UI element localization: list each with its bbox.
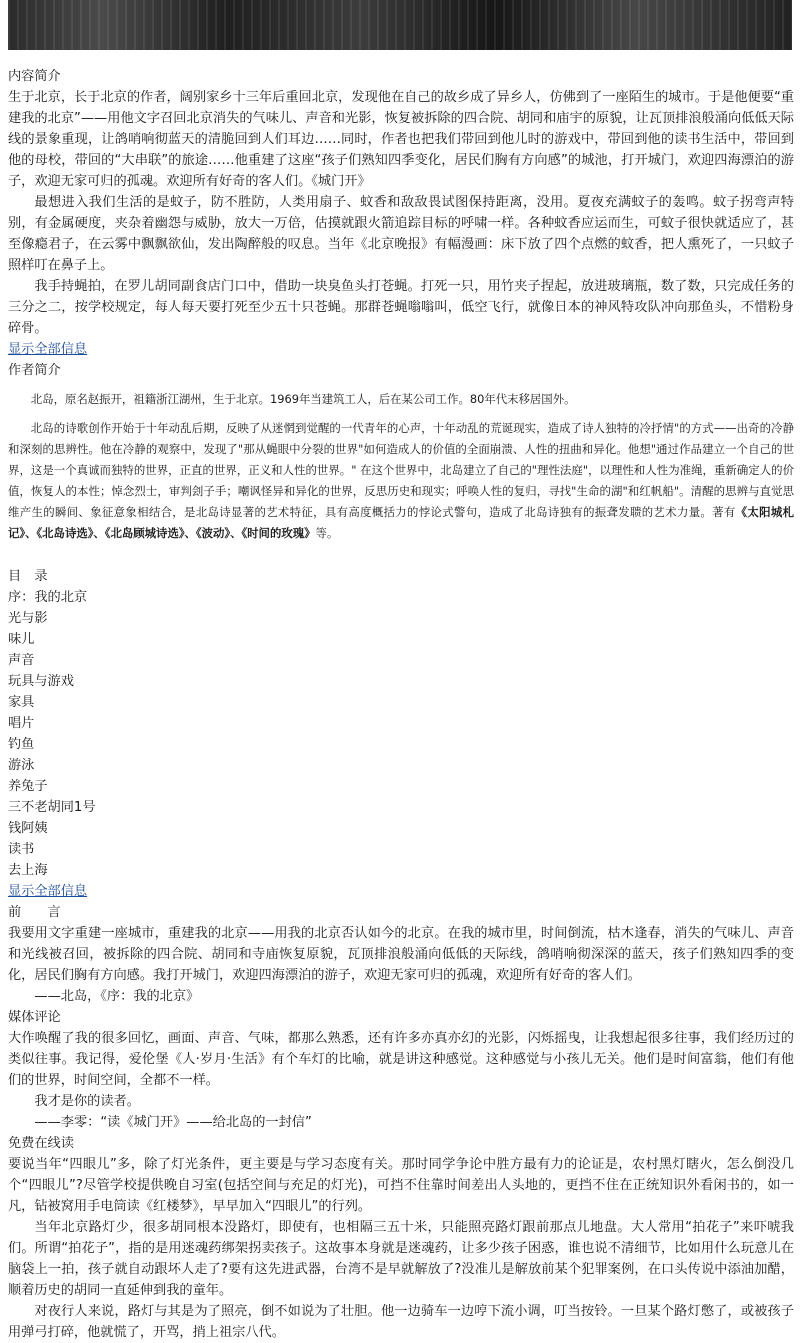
author-intro-paragraph	[8, 418, 794, 544]
toc-item: 去上海	[8, 863, 48, 878]
toc-item: 味儿	[8, 632, 35, 647]
author-bio-text: 北岛的诗歌创作开始于十年动乱后期，反映了从迷惘到觉醒的一代青年的心声，十年动乱的荒诞现实，造成了诗人独特的冷抒情"的方式——出奇的冷静和深刻的思辨性。他在冷静的观察中，发现了"那从蝇眼中分裂的世界"如何造成人的价值的全面崩溃、人性的扭曲和异化。他想"通过作品建立一个自己的世界，这是一个真诚而独特的世界，正直的世界，正义和人性的世界。" 在这个世界中，北岛建立了自己的"理性法庭"，以理性和人性为准绳，重新确定人的价值，恢复人的本性；悼念烈士，审判刽子手；嘲讽怪异和异化的世界，反思历史和现实；呼唤人性的复归，寻找"生命的湖"和红帆船"。清醒的思辨与直觉思维产生的瞬间、象征意象相结合，是北岛诗显著的艺术特征，具有高度概括力的悖论式警句，造成了北岛诗独有的振聋发聩的艺术力量。著有	[8, 421, 794, 519]
toc-list	[8, 587, 794, 881]
preface-signature: ——北岛，《序：我的北京》	[34, 989, 200, 1004]
toc-item: 唱片	[8, 716, 35, 731]
spacer	[8, 544, 794, 566]
toc-item: 光与影	[8, 611, 48, 626]
content-intro-paragraph: 最想进入我们生活的是蚊子，防不胜防，人类用扇子、蚊香和敌敌畏试图保持距离，没用。夏夜充满蚊子的轰鸣。蚊子拐弯声特别，有金属硬度，夹杂着幽怨与威胁，放大一万倍，估摸就跟火箭追踪目标的呼啸一样。各种蚊香应运而生，可蚊子很快就适应了，甚至像瘾君子，在云雾中飘飘欲仙，发出陶醉般的叹息。当年《北京晚报》有幅漫画：床下放了四个点燃的蚊香，把人熏死了，一只蚊子照样叮在鼻子上。	[8, 195, 794, 273]
content-intro-heading: 内容简介	[8, 69, 61, 84]
media-review-paragraph: 我才是你的读者。	[34, 1094, 140, 1109]
toc-item: 游泳	[8, 758, 35, 773]
spacer	[8, 410, 794, 418]
show-all-info-link[interactable]: 显示全部信息	[8, 884, 88, 899]
preface-heading: 前 言	[8, 905, 61, 920]
toc-item: 三不老胡同1号	[8, 800, 96, 815]
free-read-paragraph: 对夜行人来说，路灯与其是为了照亮，倒不如说为了壮胆。他一边骑车一边哼下流小调，叮当按铃。一旦某个路灯憋了，或被孩子用弹弓打碎，他就慌了，开骂，捎上祖宗八代。	[8, 1304, 794, 1340]
free-read-paragraph: 要说当年“四眼儿”多，除了灯光条件，更主要是与学习态度有关。那时同学争论中胜方最有力的论证是，农村黑灯瞎火，怎么倒没几个“四眼儿”?尽管学校提供晚自习室(包括空间与充足的灯光)，可挡不住靠时间差出人头地的，更挡不住在正统知识外看闲书的，如一凡，钻被窝用手电筒读《红楼梦》，早早加入“四眼儿”的行列。	[8, 1157, 794, 1214]
author-intro-paragraph: 北岛，原名赵振开，祖籍浙江湖州，生于北京。1969年当建筑工人，后在某公司工作。80年代末移居国外。	[30, 392, 576, 406]
toc-item: 钓鱼	[8, 737, 35, 752]
show-all-info-link[interactable]: 显示全部信息	[8, 342, 88, 357]
media-review-heading: 媒体评论	[8, 1010, 61, 1025]
preface-paragraph: 我要用文字重建一座城市，重建我的北京——用我的北京否认如今的北京。在我的城市里，时间倒流，枯木逢春，消失的气味儿、声音和光线被召回，被拆除的四合院、胡同和寺庙恢复原貌，瓦顶排浪般涌向低低的天际线，鸽哨响彻深深的蓝天，孩子们熟知四季的变化，居民们胸有方向感。我打开城门，欢迎四海漂泊的游子，欢迎无家可归的孤魂，欢迎所有好奇的客人们。	[8, 926, 794, 983]
book-detail-content	[8, 66, 794, 1343]
media-review-signature: ——李零：“读《城门开》——给北岛的一封信”	[34, 1115, 312, 1130]
free-read-paragraph: 当年北京路灯少，很多胡同根本没路灯，即使有，也相隔三五十米，只能照亮路灯跟前那点儿地盘。大人常用“拍花子”来吓唬我们。所谓“拍花子”，指的是用迷魂药绑架拐卖孩子。这故事本身就是迷魂药，让多少孩子困惑，谁也说不清细节，比如用什么玩意儿在脑袋上一拍，孩子就自动跟坏人走了?要有这先进武器，台湾不是早就解放了?没准儿是解放前某个犯罪案例，在口头传说中添油加醋，顺着历史的胡同一直延伸到我的童年。	[8, 1220, 794, 1298]
toc-item: 读书	[8, 842, 35, 857]
author-intro-heading: 作者简介	[8, 363, 61, 378]
media-review-paragraph: 大作唤醒了我的很多回忆，画面、声音、气味，都那么熟悉，还有许多亦真亦幻的光影，闪烁摇曳，让我想起很多往事，我们经历过的类似往事。我记得，爱伦堡《人·岁月·生活》有个车灯的比喻，就是讲这种感觉。这种感觉与小孩儿无关。他们是时间富翁，他们有他们的世界，时间空间，全都不一样。	[8, 1031, 794, 1088]
content-intro-paragraph: 生于北京，长于北京的作者，阔别家乡十三年后重回北京，发现他在自己的故乡成了异乡人，仿佛到了一座陌生的城市。于是他便要“重建我的北京”——用他文字召回北京消失的气味儿、声音和光影，恢复被拆除的四合院、胡同和庙宇的原貌，让瓦顶排浪般涌向低低天际线的景象重现，让鸽哨响彻蓝天的清脆回到人们耳边……同时，作者也把我们带回到他儿时的游戏中，带回到他的读书生活中，带回到他的母校，带回的“大串联”的旅途……他重建了这座“孩子们熟知四季变化，居民们胸有方向感”的城池，打开城门，欢迎四海漂泊的游子，欢迎无家可归的孤魂。欢迎所有好奇的客人们。《城门开》	[8, 90, 794, 189]
toc-item: 家具	[8, 695, 35, 710]
toc-heading: 目 录	[8, 569, 48, 584]
toc-item: 玩具与游戏	[8, 674, 74, 689]
author-works-list: 《太阳城札记》、《北岛诗选》、《北岛顾城诗选》、《波动》、《时间的玫瑰》	[8, 505, 794, 540]
spacer	[8, 381, 794, 389]
toc-item: 声音	[8, 653, 35, 668]
header-banner-image	[8, 0, 792, 50]
toc-item: 钱阿姨	[8, 821, 48, 836]
author-works-tail: 等。	[315, 526, 339, 540]
toc-item: 养兔子	[8, 779, 48, 794]
toc-item: 序：我的北京	[8, 590, 88, 605]
free-read-heading: 免费在线读	[8, 1136, 74, 1151]
content-intro-paragraph: 我手持蝇拍，在罗儿胡同副食店门口中，借助一块臭鱼头打苍蝇。打死一只，用竹夹子捏起，放进玻璃瓶，数了数，只完成任务的三分之二，按学校规定，每人每天要打死至少五十只苍蝇。那群苍蝇嗡嗡叫，低空飞行，就像日本的神风特攻队冲向那鱼头，不惜粉身碎骨。	[8, 279, 794, 336]
